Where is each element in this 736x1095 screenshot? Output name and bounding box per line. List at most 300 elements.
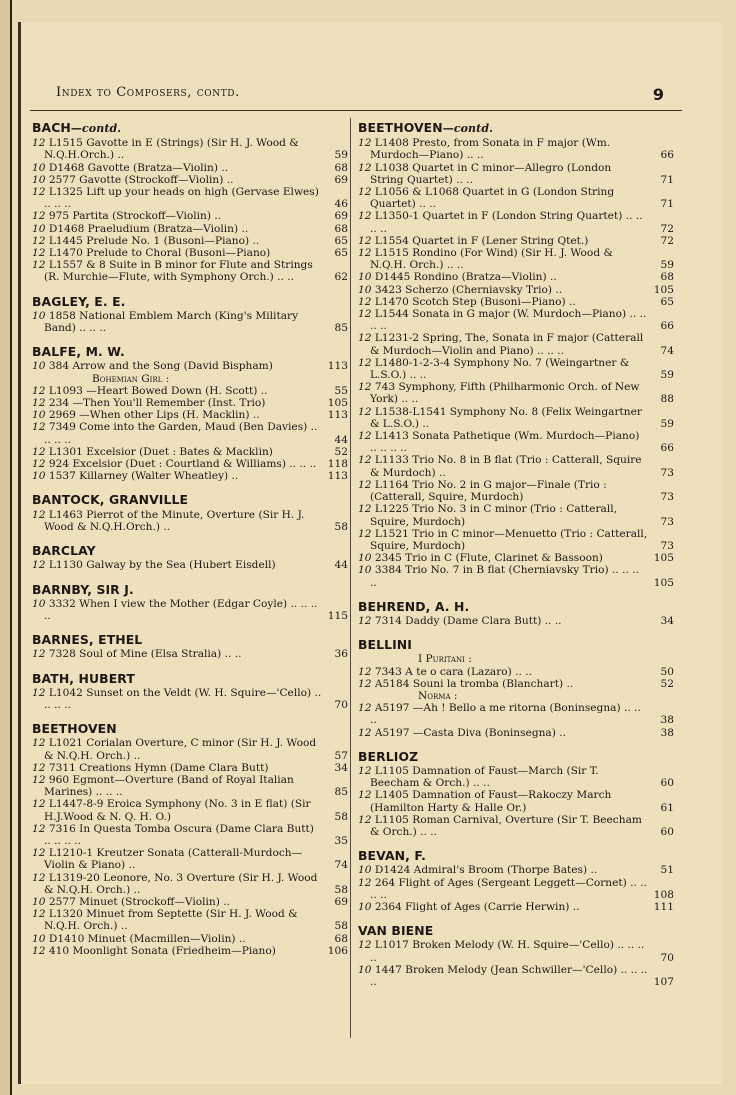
composer-heading	[32, 293, 348, 309]
composer-heading	[32, 545, 348, 557]
page-reference: 70	[660, 951, 674, 964]
record-title: L1350-1 Quartet in F (London String Quartet) .. .. .. ..	[370, 210, 643, 235]
record-size: 10	[358, 271, 372, 284]
record-title: L1319-20 Leonore, No. 3 Overture (Sir H. J. Wood & N.Q.H. Orch.) ..	[44, 871, 318, 896]
record-entry	[358, 678, 674, 690]
record-title: 1858 National Emblem March (King's Military Band) .. .. ..	[44, 309, 299, 335]
page-reference: 71	[660, 198, 674, 211]
record-entry	[358, 864, 674, 876]
record-entry	[32, 847, 348, 871]
record-size: 12	[32, 458, 46, 471]
page-reference: 34	[334, 761, 348, 774]
record-entry	[358, 137, 674, 161]
page-reference: 113	[327, 409, 348, 422]
page-reference: 58	[334, 520, 348, 533]
page-reference: 66	[660, 149, 674, 162]
page-reference: 60	[660, 825, 674, 838]
composer-name: BALFE, M. W.	[32, 344, 125, 360]
record-size: 12	[358, 665, 372, 678]
record-size: 10	[32, 173, 46, 186]
record-size: 12	[32, 186, 46, 199]
record-entry	[358, 789, 674, 813]
page-reference: 71	[660, 173, 674, 186]
record-entry	[358, 814, 674, 838]
record-title: D1468 Gavotte (Bratza—Violin) ..	[48, 161, 229, 174]
record-size: 12	[358, 677, 372, 690]
record-entry	[358, 210, 674, 234]
record-entry	[32, 648, 348, 660]
record-title: L1225 Trio No. 3 in C minor (Trio : Catterall, Squire, Murdoch)	[370, 503, 617, 528]
record-entry	[358, 901, 674, 913]
record-entry	[32, 409, 348, 421]
record-entry	[358, 564, 674, 588]
page-reference: 68	[660, 271, 674, 284]
record-size: 12	[32, 445, 46, 458]
page-number: 9	[652, 85, 664, 104]
header-rule	[30, 110, 682, 111]
subheading-text: I Puritani :	[418, 653, 472, 666]
record-title: 975 Partita (Strockoff—Violin) ..	[48, 210, 222, 223]
binding-strip	[0, 0, 12, 1095]
record-title: 1537 Killarney (Walter Wheatley) ..	[48, 470, 239, 483]
record-size: 12	[358, 161, 372, 174]
composer-name: BEETHOVEN	[32, 721, 117, 737]
record-title: 2345 Trio in C (Flute, Clarinet & Bassoon)	[374, 552, 603, 565]
record-title: L1463 Pierrot of the Minute, Overture (Sir H. J. Wood & N.Q.H.Orch.) ..	[44, 508, 305, 533]
page-reference: 57	[334, 749, 348, 762]
record-title: L1210-1 Kreutzer Sonata (Catterall-Murdoch—Violin & Piano) ..	[44, 847, 303, 872]
record-title: D1468 Praeludium (Bratza—Violin) ..	[48, 222, 249, 235]
record-entry	[32, 137, 348, 161]
record-title: L1017 Broken Melody (W. H. Squire—'Cello) .. .. .. ..	[370, 939, 645, 964]
record-entry	[358, 727, 674, 739]
record-title: L1130 Galway by the Sea (Hubert Eisdell)	[48, 559, 276, 572]
page-reference: 105	[327, 397, 348, 410]
composer-name: BARNBY, SIR J.	[32, 581, 134, 597]
page-reference: 105	[653, 283, 674, 296]
record-entry	[32, 559, 348, 571]
record-entry	[358, 615, 674, 627]
record-size: 12	[32, 648, 46, 661]
record-title: L1408 Presto, from Sonata in F major (Wm. Murdoch—Piano) .. ..	[370, 137, 611, 162]
record-size: 12	[358, 478, 372, 491]
record-size: 12	[32, 559, 46, 572]
record-size: 12	[32, 847, 46, 860]
page-reference: 46	[334, 198, 348, 211]
page-reference: 58	[334, 920, 348, 933]
record-entry	[358, 271, 674, 283]
record-entry	[32, 162, 348, 174]
work-subheading	[358, 690, 674, 702]
page-reference: 85	[334, 786, 348, 799]
composer-heading	[358, 925, 674, 937]
record-entry	[32, 223, 348, 235]
record-entry	[32, 360, 348, 372]
page-reference: 66	[660, 442, 674, 455]
page-reference: 55	[334, 384, 348, 397]
record-size: 12	[358, 381, 372, 394]
record-title: L1480-1-2-3-4 Symphony No. 7 (Weingartner & L.S.O.) .. ..	[370, 356, 630, 382]
page-reference: 88	[660, 393, 674, 406]
record-entry	[358, 162, 674, 186]
subheading-text: Norma :	[418, 689, 458, 702]
record-size: 12	[358, 295, 372, 308]
record-entry	[32, 186, 348, 210]
record-size: 12	[358, 356, 372, 369]
record-entry	[32, 762, 348, 774]
page-reference: 113	[327, 470, 348, 483]
page-reference: 69	[334, 895, 348, 908]
record-title: L1133 Trio No. 8 in B flat (Trio : Catterall, Squire & Murdoch) ..	[370, 454, 642, 479]
record-size: 10	[358, 864, 372, 877]
record-size: 12	[32, 210, 46, 223]
record-size: 12	[358, 702, 372, 715]
page-reference: 85	[334, 322, 348, 335]
composer-name: BANTOCK, GRANVILLE	[32, 492, 189, 508]
record-title: L1301 Excelsior (Duet : Bates & Macklin)	[48, 445, 273, 458]
record-title: D1424 Admiral's Broom (Thorpe Bates) ..	[374, 864, 598, 877]
record-entry	[358, 357, 674, 381]
record-size: 10	[358, 283, 372, 296]
record-entry	[32, 687, 348, 711]
page-reference: 58	[334, 883, 348, 896]
record-size: 10	[32, 597, 46, 610]
record-entry	[32, 310, 348, 334]
page-reference: 44	[334, 433, 348, 446]
page-reference: 51	[660, 864, 674, 877]
record-title: 234 —Then You'll Remember (Inst. Trio)	[48, 397, 266, 410]
page-reference: 59	[660, 259, 674, 272]
record-size: 12	[358, 764, 372, 777]
page-reference: 107	[653, 976, 674, 988]
page-reference: 69	[334, 210, 348, 223]
composer-name: BEHREND, A. H.	[358, 598, 470, 614]
page-reference: 68	[334, 222, 348, 235]
record-entry	[32, 446, 348, 458]
record-title: L1470 Scotch Step (Busoni—Piano) ..	[374, 295, 576, 308]
record-title: 2577 Minuet (Strockoff—Violin) ..	[48, 895, 230, 908]
record-size: 12	[32, 259, 46, 272]
record-title: L1470 Prelude to Choral (Busoni—Piano)	[48, 247, 271, 260]
page-reference: 60	[660, 777, 674, 790]
record-size: 12	[358, 137, 372, 150]
record-size: 12	[358, 186, 372, 199]
page-reference: 52	[660, 677, 674, 690]
record-title: L1447-8-9 Eroica Symphony (No. 3 in E flat) (Sir H.J.Wood & N. Q. H. O.)	[44, 798, 311, 823]
composer-name: BELLINI	[358, 637, 412, 653]
right-column	[358, 118, 674, 988]
record-title: L1554 Quartet in F (Lener String Qtet.)	[374, 234, 589, 247]
record-size: 12	[358, 454, 372, 467]
record-title: 264 Flight of Ages (Sergeant Leggett—Cornet) .. .. .. ..	[370, 876, 647, 901]
record-size: 10	[32, 895, 46, 908]
page-reference: 68	[334, 932, 348, 945]
record-title: A5197 —Casta Diva (Boninsegna) ..	[374, 726, 566, 739]
record-entry	[32, 823, 348, 847]
record-title: L1056 & L1068 Quartet in G (London String Quartet) .. ..	[370, 186, 615, 211]
record-size: 12	[358, 789, 372, 802]
record-entry	[32, 247, 348, 259]
record-size: 12	[358, 813, 372, 826]
record-entry	[358, 332, 674, 356]
record-entry	[358, 964, 674, 988]
record-size: 12	[358, 939, 372, 952]
record-entry	[358, 877, 674, 901]
record-entry	[32, 421, 348, 445]
record-title: A5184 Souni la tromba (Blanchart) ..	[374, 677, 574, 690]
page-reference: 115	[327, 609, 348, 622]
record-title: 410 Moonlight Sonata (Friedheim—Piano)	[48, 944, 276, 957]
page-reference: 59	[660, 369, 674, 382]
record-size: 12	[32, 871, 46, 884]
record-size: 12	[358, 308, 372, 321]
record-size: 10	[32, 161, 46, 174]
record-entry	[32, 908, 348, 932]
page-reference: 73	[660, 515, 674, 528]
record-title: 1447 Broken Melody (Jean Schwiller—'Cello) .. .. .. ..	[370, 963, 648, 988]
page-reference: 50	[660, 665, 674, 678]
record-size: 10	[358, 552, 372, 565]
record-entry	[32, 774, 348, 798]
record-size: 12	[32, 798, 46, 811]
record-size: 12	[358, 405, 372, 418]
page-reference: 38	[660, 726, 674, 739]
page-reference: 73	[660, 466, 674, 479]
composer-name: BERLIOZ	[358, 748, 419, 764]
record-title: A5197 —Ah ! Bello a me ritorna (Boninsegna) .. .. ..	[370, 702, 641, 727]
record-title: L1164 Trio No. 2 in G major—Finale (Trio : (Catterall, Squire, Murdoch)	[370, 478, 607, 504]
page-reference: 105	[653, 576, 674, 589]
record-title: L1093 —Heart Bowed Down (H. Scott) ..	[48, 384, 268, 397]
record-title: L1515 Gavotte in E (Strings) (Sir H. J. Wood & N.Q.H.Orch.) ..	[44, 137, 299, 162]
record-title: L1038 Quartet in C minor—Allegro (London String Quartet) .. ..	[370, 161, 612, 186]
record-entry	[32, 798, 348, 822]
page-reference: 36	[334, 648, 348, 661]
record-size: 12	[32, 397, 46, 410]
composer-heading	[32, 494, 348, 506]
record-size: 12	[32, 137, 46, 150]
record-entry	[32, 737, 348, 761]
record-title: L1105 Roman Carnival, Overture (Sir T. Beecham & Orch.) .. ..	[370, 813, 642, 838]
record-size: 10	[32, 222, 46, 235]
work-subheading	[32, 373, 348, 385]
record-title: L1445 Prelude No. 1 (Busoni—Piano) ..	[48, 234, 260, 247]
page-reference: 111	[653, 900, 674, 913]
page-reference: 108	[653, 888, 674, 901]
record-entry	[32, 385, 348, 397]
record-size: 12	[32, 421, 46, 434]
record-size: 12	[358, 210, 372, 223]
record-size: 10	[358, 963, 372, 976]
page-reference: 35	[334, 834, 348, 847]
composer-name: BARCLAY	[32, 543, 96, 559]
record-entry	[358, 765, 674, 789]
record-entry	[358, 454, 674, 478]
page-reference: 70	[334, 698, 348, 711]
page-reference: 66	[660, 320, 674, 333]
record-size: 12	[358, 503, 372, 516]
page-reference: 74	[334, 859, 348, 872]
record-size: 10	[32, 409, 46, 422]
composer-name: BEVAN, F.	[358, 848, 426, 864]
record-size: 10	[32, 360, 46, 373]
record-entry	[32, 210, 348, 222]
record-entry	[32, 509, 348, 533]
record-title: D1445 Rondino (Bratza—Violin) ..	[374, 271, 557, 284]
record-size: 10	[358, 564, 372, 577]
record-entry	[358, 247, 674, 271]
record-title: L1521 Trio in C minor—Menuetto (Trio : Catterall, Squire, Murdoch)	[370, 527, 648, 552]
record-size: 12	[358, 430, 372, 443]
page-reference: 59	[660, 417, 674, 430]
page-reference: 65	[334, 234, 348, 247]
record-title: 2364 Flight of Ages (Carrie Herwin) ..	[374, 900, 580, 913]
record-title: L1538-L1541 Symphony No. 8 (Felix Weingartner & L.S.O.) ..	[370, 405, 642, 430]
page-reference: 61	[660, 801, 674, 814]
page-reference: 65	[334, 247, 348, 260]
record-title: 2969 —When other Lips (H. Macklin) ..	[48, 409, 260, 422]
record-entry	[358, 666, 674, 678]
record-size: 12	[32, 944, 46, 957]
page-reference: 44	[334, 559, 348, 572]
page-reference: 68	[334, 161, 348, 174]
record-entry	[32, 872, 348, 896]
record-title: L1413 Sonata Pathetique (Wm. Murdoch—Piano) .. .. .. ..	[370, 430, 640, 455]
page-reference: 34	[660, 614, 674, 627]
record-title: L1557 & 8 Suite in B minor for Flute and Strings (R. Murchie—Flute, with Symphony Orch.) .. ..	[44, 259, 313, 284]
record-size: 12	[32, 908, 46, 921]
record-title: 3332 When I view the Mother (Edgar Coyle) .. .. .. ..	[44, 597, 318, 622]
page-reference: 72	[660, 234, 674, 247]
record-title: L1320 Minuet from Septette (Sir H. J. Wood & N.Q.H. Orch.) ..	[44, 908, 298, 933]
composer-heading	[32, 723, 348, 735]
record-size: 12	[358, 726, 372, 739]
record-entry	[358, 503, 674, 527]
record-title: 7328 Soul of Mine (Elsa Stralia) .. ..	[48, 648, 242, 661]
record-entry	[32, 259, 348, 283]
composer-heading	[358, 639, 674, 651]
page-reference: 113	[327, 360, 348, 373]
composer-heading	[358, 598, 674, 614]
subheading-text: Bohemian Girl :	[92, 372, 170, 385]
composer-name: BAGLEY, E. E.	[32, 293, 126, 309]
record-entry	[358, 308, 674, 332]
page-title: Index to Composers, contd.	[56, 85, 240, 100]
record-title: L1325 Lift up your heads on high (Gervase Elwes) .. .. ..	[44, 186, 319, 211]
record-size: 10	[32, 932, 46, 945]
record-size: 12	[32, 773, 46, 786]
page-reference: 59	[334, 149, 348, 162]
record-size: 12	[358, 234, 372, 247]
record-title: L1105 Damnation of Faust—March (Sir T. Beecham & Orch.) .. ..	[370, 764, 599, 790]
record-size: 12	[358, 527, 372, 540]
record-entry	[358, 552, 674, 564]
record-entry	[32, 933, 348, 945]
record-title: L1042 Sunset on the Veldt (W. H. Squire—'Cello) .. .. .. ..	[44, 686, 322, 711]
page-reference: 105	[653, 552, 674, 565]
composer-heading	[32, 634, 348, 646]
record-entry	[358, 939, 674, 963]
composer-name: BATH, HUBERT	[32, 670, 135, 686]
record-title: 743 Symphony, Fifth (Philharmonic Orch. of New York) .. ..	[370, 381, 640, 406]
column-divider	[350, 118, 351, 1038]
record-entry	[358, 235, 674, 247]
record-entry	[358, 284, 674, 296]
composer-heading	[32, 581, 348, 597]
contd-label: —contd.	[442, 122, 494, 135]
record-size: 12	[358, 876, 372, 889]
composer-name: BARNES, ETHEL	[32, 632, 143, 648]
work-subheading	[358, 653, 674, 665]
record-title: 924 Excelsior (Duet : Courtland & Williams) .. .. ..	[48, 458, 317, 471]
record-title: 7349 Come into the Garden, Maud (Ben Davies) .. .. .. ..	[44, 421, 318, 446]
record-title: 3384 Trio No. 7 in B flat (Cherniavsky Trio) .. .. .. ..	[370, 564, 639, 589]
record-entry	[32, 458, 348, 470]
page-reference: 65	[660, 295, 674, 308]
record-title: 7314 Daddy (Dame Clara Butt) .. ..	[374, 614, 562, 627]
page-reference: 58	[334, 810, 348, 823]
record-size: 12	[32, 384, 46, 397]
record-title: 7311 Creations Hymn (Dame Clara Butt)	[48, 761, 269, 774]
left-column	[32, 118, 348, 957]
record-title: 7316 In Questa Tomba Oscura (Dame Clara Butt) .. .. .. ..	[44, 822, 314, 847]
record-entry	[32, 470, 348, 482]
record-title: L1405 Damnation of Faust—Rakoczy March (Hamilton Harty & Halle Or.)	[370, 789, 612, 814]
record-title: 2577 Gavotte (Strockoff—Violin) ..	[48, 173, 234, 186]
record-size: 12	[358, 332, 372, 345]
record-entry	[358, 430, 674, 454]
record-title: 960 Egmont—Overture (Band of Royal Italian Marines) .. .. ..	[44, 773, 294, 799]
record-entry	[32, 174, 348, 186]
page-reference: 52	[334, 445, 348, 458]
record-title: 384 Arrow and the Song (David Bispham)	[48, 360, 273, 373]
record-entry	[32, 896, 348, 908]
page-reference: 69	[334, 173, 348, 186]
record-size: 12	[32, 822, 46, 835]
record-title: D1410 Minuet (Macmillen—Violin) ..	[48, 932, 246, 945]
composer-heading	[32, 122, 348, 135]
page-reference: 38	[660, 714, 674, 727]
record-size: 12	[358, 247, 372, 260]
contd-label: —contd.	[70, 122, 122, 135]
record-title: L1021 Corialan Overture, C minor (Sir H. J. Wood & N.Q.H. Orch.) ..	[44, 737, 317, 762]
record-entry	[358, 186, 674, 210]
record-entry	[32, 397, 348, 409]
record-size: 10	[32, 309, 46, 322]
record-title: L1515 Rondino (For Wind) (Sir H. J. Wood & N.Q.H. Orch.) .. ..	[370, 247, 613, 272]
record-entry	[358, 702, 674, 726]
record-title: L1231-2 Spring, The, Sonata in F major (Catterall & Murdoch—Violin and Piano) .. .. ..	[370, 332, 644, 357]
record-entry	[358, 479, 674, 503]
composer-heading	[358, 122, 674, 135]
record-title: 3423 Scherzo (Cherniavsky Trio) ..	[374, 283, 563, 296]
page-reference: 72	[660, 222, 674, 235]
page-reference: 106	[327, 944, 348, 957]
composer-heading	[358, 850, 674, 862]
page-reference: 74	[660, 344, 674, 357]
record-title: L1544 Sonata in G major (W. Murdoch—Piano) .. .. .. ..	[370, 308, 647, 333]
record-entry	[32, 235, 348, 247]
record-title: 7343 A te o cara (Lazaro) .. ..	[374, 665, 533, 678]
page-reference: 73	[660, 491, 674, 504]
record-size: 10	[358, 900, 372, 913]
composer-heading	[32, 670, 348, 686]
record-size: 10	[32, 470, 46, 483]
composer-heading	[358, 748, 674, 764]
record-size: 12	[32, 737, 46, 750]
record-entry	[358, 296, 674, 308]
record-size: 12	[32, 234, 46, 247]
